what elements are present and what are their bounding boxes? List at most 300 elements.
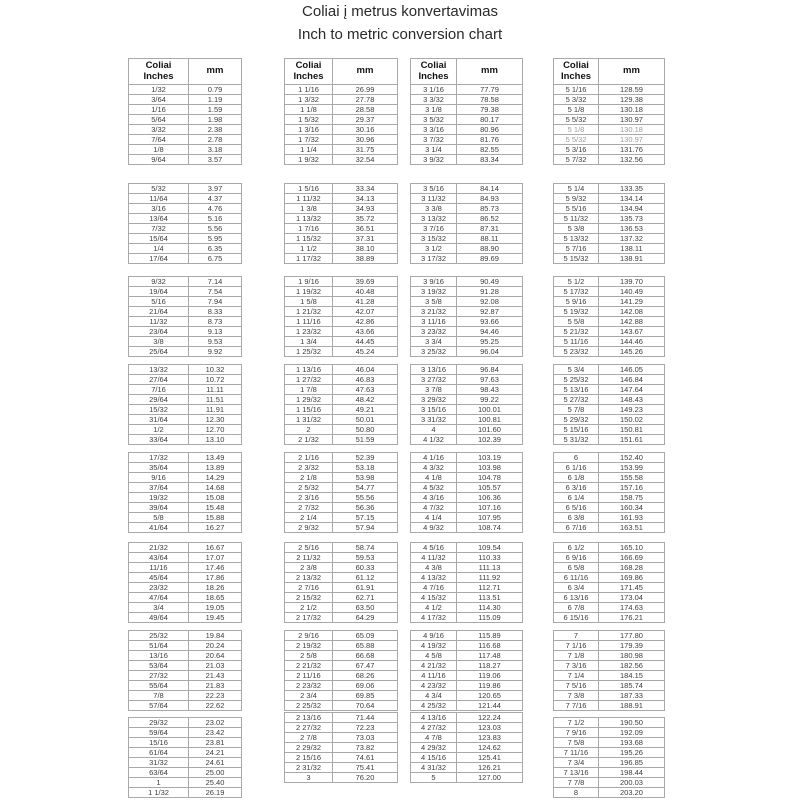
table-row	[129, 651, 242, 661]
mm-cell: 10.32	[189, 365, 242, 375]
table-row	[129, 95, 242, 105]
mm-cell: 26.99	[333, 85, 398, 95]
inches-cell: 3 23/32	[411, 327, 457, 337]
inches-cell: 7 1/2	[554, 718, 599, 728]
inches-cell: 2 31/32	[285, 763, 333, 773]
table-row	[411, 453, 523, 463]
table-row	[411, 184, 523, 194]
table-row	[554, 244, 665, 254]
mm-cell: 80.96	[457, 125, 523, 135]
inches-cell: 23/32	[129, 583, 189, 593]
table-row	[129, 493, 242, 503]
table-row	[554, 778, 665, 788]
table-row	[285, 681, 398, 691]
inches-cell: 3 29/32	[411, 395, 457, 405]
inches-cell: 2 1/16	[285, 453, 333, 463]
mm-cell: 27.78	[333, 95, 398, 105]
inches-cell: 5 5/8	[554, 317, 599, 327]
inches-cell: 4 25/32	[411, 701, 457, 711]
mm-cell: 187.33	[599, 691, 665, 701]
inches-cell: 2 19/32	[285, 641, 333, 651]
table-row	[411, 573, 523, 583]
conversion-table	[553, 276, 665, 357]
mm-cell: 75.41	[333, 763, 398, 773]
table-block	[410, 276, 523, 357]
mm-cell: 81.76	[457, 135, 523, 145]
inches-cell: 33/64	[129, 435, 189, 445]
mm-cell: 147.64	[599, 385, 665, 395]
table-row	[554, 385, 665, 395]
table-row	[285, 115, 398, 125]
mm-cell: 203.20	[599, 788, 665, 798]
inches-cell: 1 19/32	[285, 287, 333, 297]
table-row	[411, 503, 523, 513]
mm-cell: 42.07	[333, 307, 398, 317]
table-row	[129, 513, 242, 523]
mm-cell: 0.79	[189, 85, 242, 95]
inches-cell: 55/64	[129, 681, 189, 691]
inches-cell: 4 1/8	[411, 473, 457, 483]
table-row	[129, 613, 242, 623]
mm-cell: 126.21	[457, 763, 523, 773]
mm-cell: 124.62	[457, 743, 523, 753]
inches-cell: 4 11/32	[411, 553, 457, 563]
mm-cell: 165.10	[599, 543, 665, 553]
table-row	[411, 317, 523, 327]
mm-cell: 13.10	[189, 435, 242, 445]
table-row	[411, 287, 523, 297]
inches-cell: 2 7/16	[285, 583, 333, 593]
table-row	[554, 214, 665, 224]
inches-cell: 11/16	[129, 563, 189, 573]
inches-cell: 1 25/32	[285, 347, 333, 357]
inches-cell: 2 1/32	[285, 435, 333, 445]
inches-cell: 7 11/16	[554, 748, 599, 758]
inches-cell: 1 13/32	[285, 214, 333, 224]
mm-cell: 19.05	[189, 603, 242, 613]
table-row	[554, 204, 665, 214]
table-row	[554, 287, 665, 297]
mm-cell: 87.31	[457, 224, 523, 234]
table-row	[129, 453, 242, 463]
mm-cell: 65.09	[333, 631, 398, 641]
mm-cell: 53.98	[333, 473, 398, 483]
table-row	[285, 503, 398, 513]
inches-cell: 7 3/16	[554, 661, 599, 671]
mm-cell: 153.99	[599, 463, 665, 473]
table-row	[285, 184, 398, 194]
inches-cell: 2 5/8	[285, 651, 333, 661]
table-row	[285, 453, 398, 463]
table-row	[554, 125, 665, 135]
inches-cell: 7/32	[129, 224, 189, 234]
mm-cell: 138.11	[599, 244, 665, 254]
inches-cell: 3 5/16	[411, 184, 457, 194]
table-row	[129, 337, 242, 347]
mm-cell: 23.02	[189, 718, 242, 728]
conversion-table	[128, 276, 242, 357]
mm-cell: 168.28	[599, 563, 665, 573]
mm-cell: 20.24	[189, 641, 242, 651]
inches-cell: 5 15/32	[554, 254, 599, 264]
mm-cell: 68.26	[333, 671, 398, 681]
inches-cell: 4 3/4	[411, 691, 457, 701]
table-row	[554, 297, 665, 307]
table-row	[285, 543, 398, 553]
inches-cell: 7/64	[129, 135, 189, 145]
table-row	[554, 671, 665, 681]
table-row	[285, 583, 398, 593]
mm-cell: 145.26	[599, 347, 665, 357]
inches-cell: 1 5/16	[285, 184, 333, 194]
table-row	[411, 733, 523, 743]
inches-cell: 3 19/32	[411, 287, 457, 297]
mm-cell: 46.83	[333, 375, 398, 385]
mm-cell: 84.14	[457, 184, 523, 194]
table-block	[553, 364, 665, 445]
mm-cell: 61.91	[333, 583, 398, 593]
inches-cell: 3/32	[129, 125, 189, 135]
table-row	[285, 563, 398, 573]
mm-cell: 136.53	[599, 224, 665, 234]
inches-cell: 4 5/8	[411, 651, 457, 661]
mm-cell: 129.38	[599, 95, 665, 105]
table-block	[284, 364, 398, 445]
mm-cell: 96.84	[457, 365, 523, 375]
table-row	[554, 194, 665, 204]
table-row	[285, 317, 398, 327]
table-block	[410, 58, 523, 165]
table-row	[129, 563, 242, 573]
inches-cell: 5/32	[129, 184, 189, 194]
mm-header-cell: mm	[333, 59, 398, 85]
mm-cell: 100.01	[457, 405, 523, 415]
table-row	[554, 553, 665, 563]
mm-cell: 133.35	[599, 184, 665, 194]
conversion-table	[284, 452, 398, 533]
inches-cell: 5 13/32	[554, 234, 599, 244]
mm-cell: 62.71	[333, 593, 398, 603]
table-row	[129, 583, 242, 593]
mm-cell: 144.46	[599, 337, 665, 347]
inches-cell: 2 13/32	[285, 573, 333, 583]
mm-cell: 67.47	[333, 661, 398, 671]
inches-cell: 1/4	[129, 244, 189, 254]
table-row	[411, 425, 523, 435]
mm-cell: 88.90	[457, 244, 523, 254]
table-row	[129, 317, 242, 327]
table-block	[410, 364, 523, 445]
table-row	[129, 115, 242, 125]
table-row	[554, 453, 665, 463]
inches-cell: 19/64	[129, 287, 189, 297]
table-row	[129, 425, 242, 435]
mm-cell: 163.51	[599, 523, 665, 533]
inches-cell: 3 25/32	[411, 347, 457, 357]
table-row	[554, 435, 665, 445]
mm-cell: 10.72	[189, 375, 242, 385]
conversion-table	[410, 183, 523, 264]
table-row	[411, 277, 523, 287]
inches-cell: 35/64	[129, 463, 189, 473]
mm-cell: 66.68	[333, 651, 398, 661]
table-row	[285, 593, 398, 603]
mm-cell: 13.49	[189, 453, 242, 463]
table-row	[554, 317, 665, 327]
table-row	[554, 523, 665, 533]
table-row	[129, 738, 242, 748]
mm-cell: 116.68	[457, 641, 523, 651]
table-block	[410, 542, 523, 623]
mm-cell: 92.87	[457, 307, 523, 317]
inches-cell: 7 3/8	[554, 691, 599, 701]
inches-cell: 5 1/2	[554, 277, 599, 287]
inches-cell: 6 1/8	[554, 473, 599, 483]
inches-cell: 1 7/32	[285, 135, 333, 145]
inches-cell: 2 7/32	[285, 503, 333, 513]
mm-cell: 91.28	[457, 287, 523, 297]
mm-cell: 54.77	[333, 483, 398, 493]
conversion-table	[553, 542, 665, 623]
mm-cell: 192.09	[599, 728, 665, 738]
mm-cell: 21.03	[189, 661, 242, 671]
inches-cell: 3 5/32	[411, 115, 457, 125]
mm-cell: 25.40	[189, 778, 242, 788]
table-row	[129, 435, 242, 445]
table-row	[554, 405, 665, 415]
table-row	[411, 254, 523, 264]
inches-cell: 5/64	[129, 115, 189, 125]
mm-cell: 9.53	[189, 337, 242, 347]
mm-cell: 76.20	[333, 773, 398, 783]
inches-cell: 4 7/32	[411, 503, 457, 513]
table-block	[284, 630, 398, 711]
table-block	[410, 630, 523, 711]
inches-cell: 2 9/32	[285, 523, 333, 533]
inches-cell: 3/8	[129, 337, 189, 347]
mm-cell: 110.33	[457, 553, 523, 563]
inches-cell: 17/32	[129, 453, 189, 463]
mm-cell: 38.10	[333, 244, 398, 254]
mm-cell: 30.96	[333, 135, 398, 145]
table-row	[285, 95, 398, 105]
conversion-table	[410, 630, 523, 711]
table-row	[411, 563, 523, 573]
mm-cell: 137.32	[599, 234, 665, 244]
table-row	[129, 553, 242, 563]
table-row	[411, 145, 523, 155]
conversion-table	[284, 542, 398, 623]
mm-header-cell: mm	[599, 59, 665, 85]
mm-cell: 12.70	[189, 425, 242, 435]
inches-cell: 1 21/32	[285, 307, 333, 317]
conversion-table	[553, 630, 665, 711]
inches-cell: 1 9/16	[285, 277, 333, 287]
inches-cell: 2 1/8	[285, 473, 333, 483]
table-row	[285, 701, 398, 711]
table-row	[411, 661, 523, 671]
mm-cell: 11.91	[189, 405, 242, 415]
inches-cell: 3 1/4	[411, 145, 457, 155]
mm-cell: 49.21	[333, 405, 398, 415]
mm-cell: 114.30	[457, 603, 523, 613]
mm-cell: 28.58	[333, 105, 398, 115]
mm-cell: 152.40	[599, 453, 665, 463]
table-row	[285, 365, 398, 375]
mm-cell: 161.93	[599, 513, 665, 523]
inches-cell: 29/64	[129, 395, 189, 405]
mm-cell: 142.08	[599, 307, 665, 317]
inches-cell: 2 7/8	[285, 733, 333, 743]
mm-cell: 21.43	[189, 671, 242, 681]
mm-cell: 100.81	[457, 415, 523, 425]
table-row	[129, 395, 242, 405]
table-row	[129, 778, 242, 788]
mm-cell: 57.94	[333, 523, 398, 533]
mm-cell: 69.85	[333, 691, 398, 701]
inches-cell: 61/64	[129, 748, 189, 758]
table-row	[411, 204, 523, 214]
inches-cell: 5 3/4	[554, 365, 599, 375]
mm-cell: 9.13	[189, 327, 242, 337]
mm-cell: 141.29	[599, 297, 665, 307]
conversion-table	[410, 364, 523, 445]
conversion-table	[128, 183, 242, 264]
inches-cell: 2 15/16	[285, 753, 333, 763]
table-row	[411, 641, 523, 651]
mm-cell: 130.97	[599, 115, 665, 125]
table-row	[285, 723, 398, 733]
table-row	[285, 661, 398, 671]
mm-cell: 179.39	[599, 641, 665, 651]
inches-cell: 3 3/32	[411, 95, 457, 105]
inches-cell: 3 17/32	[411, 254, 457, 264]
table-row	[129, 788, 242, 798]
table-block	[128, 630, 242, 711]
table-row	[411, 347, 523, 357]
table-row	[554, 758, 665, 768]
table-row	[411, 415, 523, 425]
table-row	[129, 277, 242, 287]
table-row	[285, 214, 398, 224]
mm-cell: 115.89	[457, 631, 523, 641]
inches-cell: 6 3/4	[554, 583, 599, 593]
table-row	[285, 327, 398, 337]
inches-cell: 37/64	[129, 483, 189, 493]
inches-cell: 4 23/32	[411, 681, 457, 691]
mm-cell: 86.52	[457, 214, 523, 224]
inches-cell: 1 13/16	[285, 365, 333, 375]
inches-cell: 5/8	[129, 513, 189, 523]
inches-cell: 27/64	[129, 375, 189, 385]
inches-cell: 3 3/8	[411, 204, 457, 214]
inches-cell: 25/32	[129, 631, 189, 641]
mm-cell: 119.86	[457, 681, 523, 691]
conversion-table	[553, 452, 665, 533]
inches-cell: 6 9/16	[554, 553, 599, 563]
mm-cell: 23.81	[189, 738, 242, 748]
table-row	[285, 337, 398, 347]
inches-cell: 1/32	[129, 85, 189, 95]
inches-cell: 4 5/32	[411, 483, 457, 493]
mm-cell: 26.19	[189, 788, 242, 798]
mm-cell: 104.78	[457, 473, 523, 483]
table-row	[411, 435, 523, 445]
table-block	[284, 58, 398, 165]
table-row	[129, 691, 242, 701]
conversion-table	[128, 364, 242, 445]
table-row	[285, 483, 398, 493]
table-block	[284, 452, 398, 533]
inches-cell: 1 15/32	[285, 234, 333, 244]
table-row	[554, 135, 665, 145]
mm-cell: 72.23	[333, 723, 398, 733]
inches-cell: 15/32	[129, 405, 189, 415]
inches-cell: 6 7/16	[554, 523, 599, 533]
table-row	[554, 425, 665, 435]
inches-cell: 4 21/32	[411, 661, 457, 671]
table-row	[411, 691, 523, 701]
mm-cell: 88.11	[457, 234, 523, 244]
inches-cell: 2 27/32	[285, 723, 333, 733]
table-row	[285, 493, 398, 503]
mm-cell: 200.03	[599, 778, 665, 788]
inches-cell: 59/64	[129, 728, 189, 738]
mm-cell: 40.48	[333, 287, 398, 297]
table-row	[411, 723, 523, 733]
table-row	[411, 85, 523, 95]
inches-cell: 3 3/4	[411, 337, 457, 347]
mm-cell: 73.82	[333, 743, 398, 753]
inches-cell: 31/64	[129, 415, 189, 425]
mm-cell: 18.26	[189, 583, 242, 593]
inches-cell: 1 27/32	[285, 375, 333, 385]
table-row	[411, 405, 523, 415]
table-block	[284, 542, 398, 623]
mm-cell: 107.95	[457, 513, 523, 523]
mm-cell: 24.21	[189, 748, 242, 758]
table-row	[554, 95, 665, 105]
table-row	[411, 365, 523, 375]
mm-cell: 7.14	[189, 277, 242, 287]
mm-cell: 22.62	[189, 701, 242, 711]
inches-cell: 3 1/8	[411, 105, 457, 115]
inches-cell: 21/64	[129, 307, 189, 317]
mm-cell: 3.57	[189, 155, 242, 165]
table-row	[554, 573, 665, 583]
inches-cell: 13/64	[129, 214, 189, 224]
table-row	[285, 631, 398, 641]
table-row	[285, 573, 398, 583]
inches-header-cell: Coliai Inches	[129, 59, 189, 85]
table-row	[129, 85, 242, 95]
table-row	[129, 365, 242, 375]
table-block	[553, 58, 665, 165]
table-row	[285, 224, 398, 234]
mm-cell: 78.58	[457, 95, 523, 105]
inches-cell: 2 11/16	[285, 671, 333, 681]
inches-cell: 7 3/4	[554, 758, 599, 768]
mm-cell: 123.83	[457, 733, 523, 743]
table-row	[411, 155, 523, 165]
table-row	[285, 425, 398, 435]
inches-cell: 11/32	[129, 317, 189, 327]
inches-cell: 5 11/32	[554, 214, 599, 224]
mm-cell: 109.54	[457, 543, 523, 553]
mm-cell: 89.69	[457, 254, 523, 264]
mm-cell: 15.48	[189, 503, 242, 513]
conversion-table	[284, 630, 398, 711]
